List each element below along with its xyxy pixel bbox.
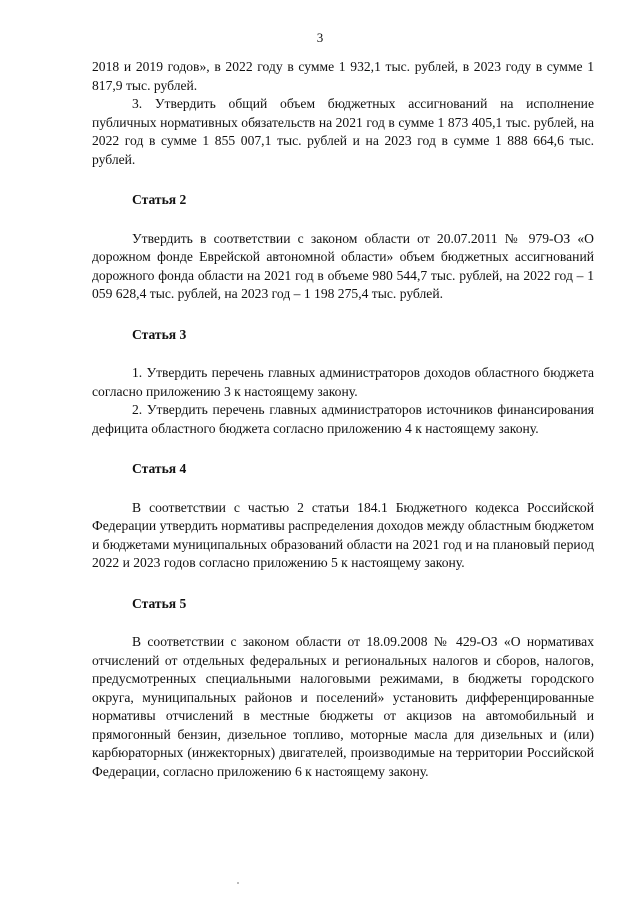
article-3-point-2: 2. Утвердить перечень главных администраторов источников финансирования дефицита областного бюджета согласно приложению 4 к настоящему закону. xyxy=(92,402,594,436)
continuation-paragraph: 2018 и 2019 годов», в 2022 году в сумме 1 932,1 тыс. рублей, в 2023 году в сумме 1 817,9 тыс. рублей. xyxy=(92,59,594,93)
article-5-heading: Статья 5 xyxy=(132,595,187,611)
article-2-heading: Статья 2 xyxy=(132,192,187,207)
article-5-text: В соответствии с законом области от 18.09.2008 № 429-ОЗ «О нормативах отчислений от отдельных федеральных и региональных налогов и сборов, налогов, предусмотренных специальными налоговыми режимами, в бюджеты городского округа, муниципальных районов и поселений» установить дифференцированные нормативы отчислений в местные бюджеты от акцизов на автомобильный и прямогонный бензин, дизельное топливо, моторные масла для дизельных и (или) карбюраторных (инжекторных) двигателей, производимые на территории Российской Федерации, согласно приложению 6 к настоящему закону. xyxy=(92,634,594,779)
point-3-paragraph: 3. Утвердить общий объем бюджетных ассигнований на исполнение публичных нормативных обязательств на 2021 год в сумме 1 873 405,1 тыс. рублей, на 2022 год в сумме 1 855 007,1 тыс. рублей и на 2023 год в сумме 1 888 664,6 тыс. рублей. xyxy=(92,96,594,167)
article-3-heading: Статья 3 xyxy=(132,326,187,342)
page-number: 3 xyxy=(316,30,324,45)
article-2-text: Утвердить в соответствии с законом области от 20.07.2011 № 979-ОЗ «О дорожном фонде Еврейской автономной области» объем бюджетных ассигнований дорожного фонда области на 2021 год в объеме 980 544,7 тыс. рублей, на 2022 год – 1 059 628,4 тыс. рублей, на 2023 год – 1 198 275,4 тыс. рублей. xyxy=(92,230,594,301)
article-4-heading: Статья 4 xyxy=(132,461,187,476)
article-4-text: В соответствии с частью 2 статьи 184.1 Бюджетного кодекса Российской Федерации утвердить нормативы распределения доходов между областным бюджетом и бюджетами муниципальных образований области на 2021 год и на плановый период 2022 и 2023 годов согласно приложению 5 к настоящему закону. xyxy=(92,499,594,570)
document-body xyxy=(92,58,594,781)
article-3-point-1: 1. Утвердить перечень главных администраторов доходов областного бюджета согласно приложению 3 к настоящему закону. xyxy=(92,365,594,399)
scan-speck xyxy=(237,882,239,884)
